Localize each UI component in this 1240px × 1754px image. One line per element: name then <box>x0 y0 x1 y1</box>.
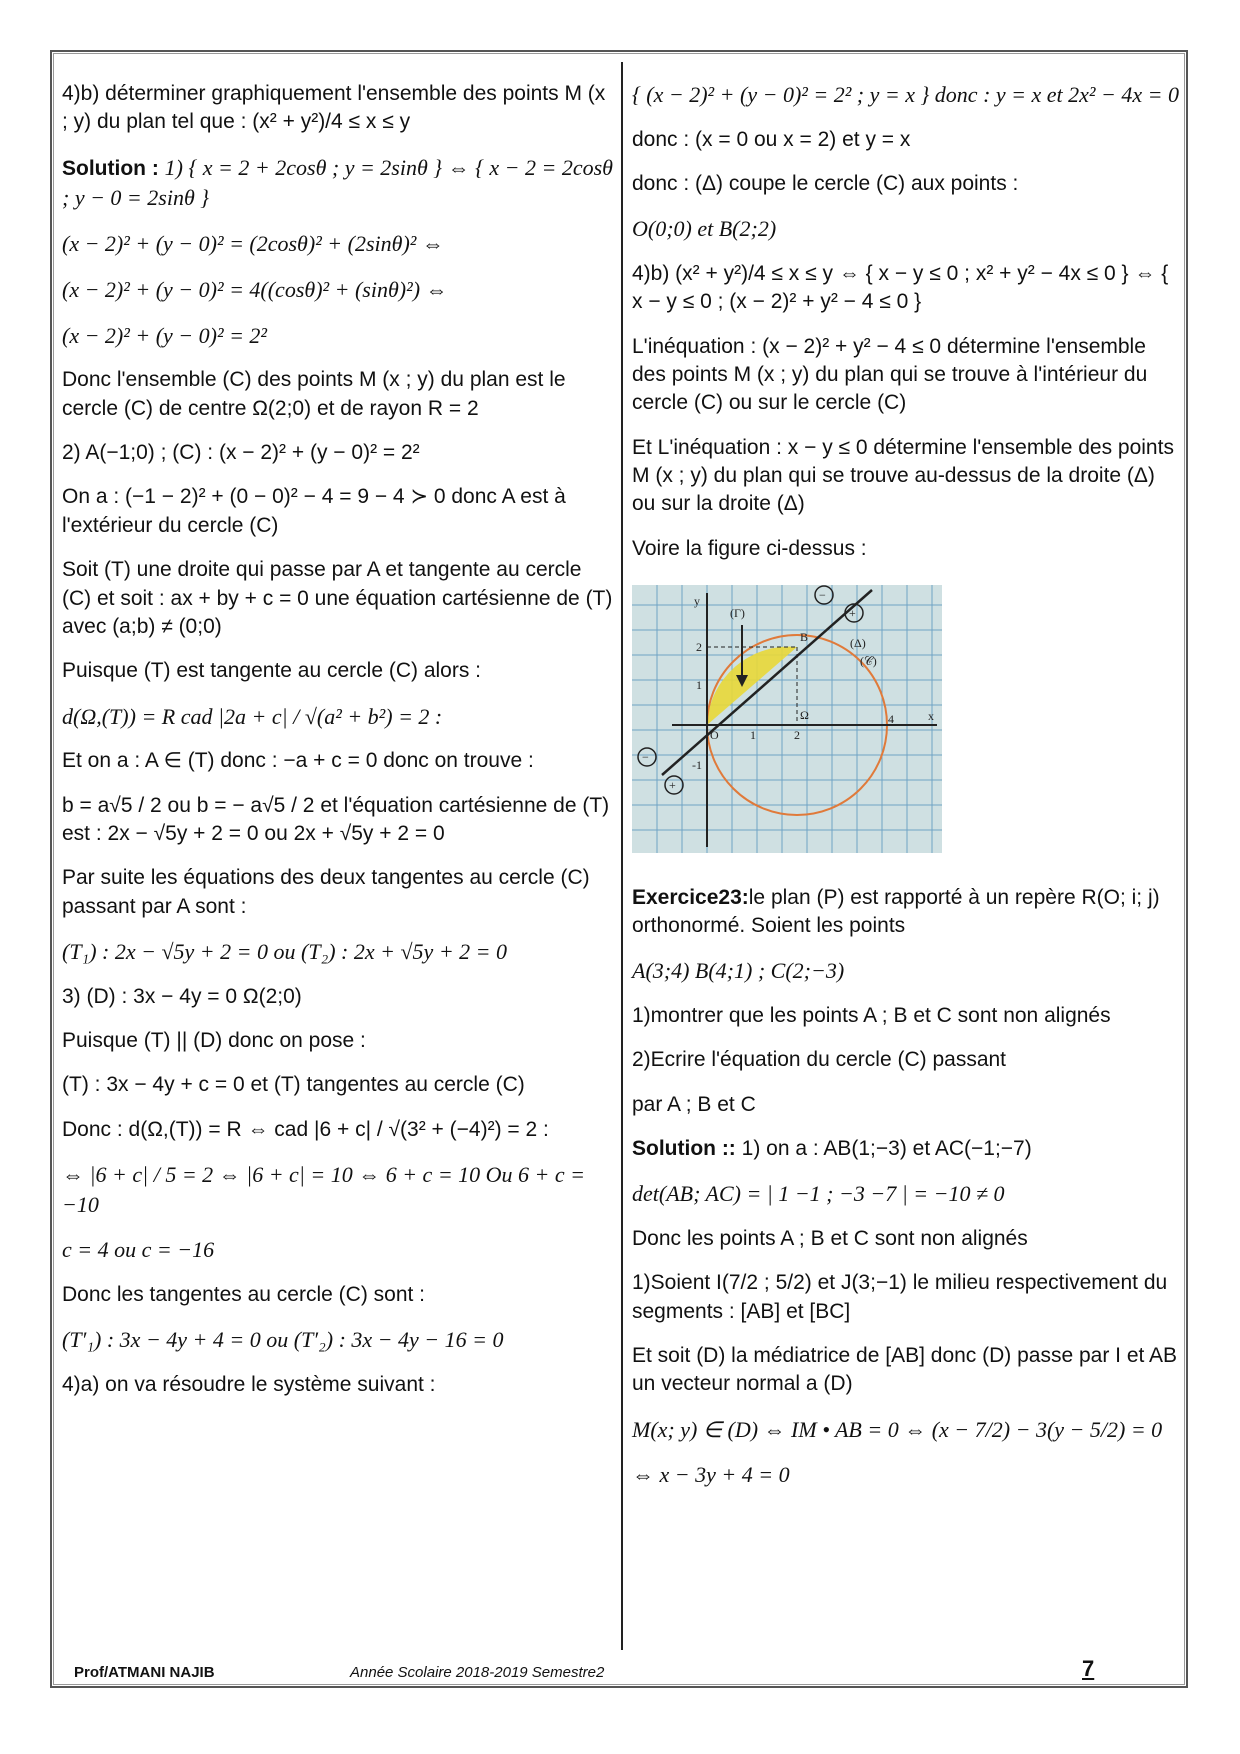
exercise-23-statement <box>632 884 1184 941</box>
solution-vectors <box>632 1135 1184 1163</box>
label-x: x <box>928 709 934 724</box>
sign-plus-left: + <box>669 778 676 793</box>
tangents-conclusion-intro: Donc les tangentes au cercle (C) sont : <box>62 1283 426 1307</box>
sign-minus-top: − <box>819 588 826 603</box>
question-4b: 4)b) déterminer graphiquement l'ensemble des points M (x ; y) du plan tel que : (x² + y²)/4 ≤ x ≤ y <box>62 82 606 134</box>
circle-conclusion: Donc l'ensemble (C) des points M (x ; y) du plan est le cercle (C) de centre Ω(2;0) et de rayon R = 2 <box>62 368 566 420</box>
tangents-conclusion: (T′₁) : 3x − 4y + 4 = 0 ou (T′₂) : 3x − 4y − 16 = 0 <box>62 1327 504 1353</box>
parallel-statement: Puisque (T) || (D) donc on pose : <box>62 1028 366 1052</box>
midpoints: 1)Soient I(7/2 ; 5/2) et J(3;−1) le milieu respectivement du segments : [AB] et [BC] <box>632 1271 1168 1323</box>
part-4a-intro: 4)a) on va résoudre le système suivant : <box>62 1373 436 1397</box>
sign-minus-left: − <box>642 750 649 765</box>
intersection-points: O(0;0) et B(2;2) <box>632 216 777 242</box>
mediatrice-equation: M(x; y) ∈ (D) ⇔ IM • AB = 0 ⇔ (x − 7/2) − 3(y − 5/2) = 0 <box>632 1416 1163 1442</box>
label-gamma: (Γ) <box>730 606 745 621</box>
distance-equation: d(Ω,(T)) = R cad |2a + c| / √(a² + b²) = 2 : <box>62 703 443 729</box>
figure-reference: Voire la figure ci-dessus : <box>632 536 867 560</box>
mediatrice-result: ⇔ x − 3y + 4 = 0 <box>632 1462 790 1488</box>
question-1: 1)montrer que les points A ; B et C sont non alignés <box>632 1003 1111 1027</box>
point-on-line: Et on a : A ∈ (T) donc : −a + c = 0 donc on trouve : <box>62 749 534 773</box>
parallel-tangent: (T) : 3x − 4y + c = 0 et (T) tangentes au cercle (C) <box>62 1073 525 1097</box>
tick-x-4: 4 <box>888 712 894 727</box>
tangent-equations: (T₁) : 2x − √5y + 2 = 0 ou (T₂) : 2x + √5y + 2 = 0 <box>62 938 508 964</box>
exercise-title: Exercice23: <box>632 885 749 909</box>
point-position: On a : (−1 − 2)² + (0 − 0)² − 4 = 9 − 4 ≻ 0 donc A est à l'extérieur du cercle (C) <box>62 485 566 537</box>
vectors-text: 1) on a : AB(1;−3) et AC(−1;−7) <box>735 1136 1032 1160</box>
tick-y-2: 2 <box>696 640 702 655</box>
question-2: 2)Ecrire l'équation du cercle (C) passant <box>632 1048 1007 1072</box>
solution-label-2: Solution :: <box>632 1136 736 1160</box>
determinant: det(AB; AC) = | 1 −1 ; −3 −7 | = −10 ≠ 0 <box>632 1181 1005 1207</box>
absolute-value-solve: ⇔ |6 + c| / 5 = 2 ⇔ |6 + c| = 10 ⇔ 6 + c = 10 Ou 6 + c = −10 <box>62 1162 586 1217</box>
tick-y-minus1: -1 <box>692 758 702 773</box>
left-column <box>62 80 614 1415</box>
tick-x-2: 2 <box>794 728 800 743</box>
tangent-setup: Soit (T) une droite qui passe par A et tangente au cercle (C) et soit : ax + by + c = 0 une équation cartésienne de (T) avec (a;b) ≠ (0;0) <box>62 558 613 638</box>
distance-equation-2: Donc : d(Ω,(T)) = R ⇔ cad |6 + c| / √(3² + (−4)²) = 2 : <box>62 1117 549 1141</box>
equation-line-2: (x − 2)² + (y − 0)² = 4((cosθ)² + (sinθ)²) ⇔ <box>62 277 448 303</box>
part-2-statement: 2) A(−1;0) ; (C) : (x − 2)² + (y − 0)² = 2² <box>62 441 420 465</box>
exercise-text: le plan (P) est rapporté à un repère R(O; i; j) orthonormé. Soient les points <box>632 885 1160 937</box>
footer-author: Prof/ATMANI NAJIB <box>74 1664 215 1681</box>
label-delta: (Δ) <box>850 636 866 651</box>
column-divider <box>621 62 623 1650</box>
system-resolution: { (x − 2)² + (y − 0)² = 2² ; y = x } donc : y = x et 2x² − 4x = 0 <box>632 82 1179 107</box>
parametric-system: 1) { x = 2 + 2cosθ ; y = 2sinθ } ⇔ { x − 2 = 2cosθ ; y − 0 = 2sinθ } <box>62 154 613 211</box>
label-b: B <box>800 630 809 645</box>
question-2-cont: par A ; B et C <box>632 1092 756 1116</box>
inequality-circle: L'inéquation : (x − 2)² + y² − 4 ≤ 0 détermine l'ensemble des points M (x ; y) du plan qui se trouve à l'intérieur du cercle (C) ou sur le cercle (C) <box>632 334 1148 415</box>
inequality-line: Et L'inéquation : x − y ≤ 0 détermine l'ensemble des points M (x ; y) du plan qui se trouve au-dessus de la droite (Δ) ou sur la droite (Δ) <box>632 435 1174 516</box>
tick-y-1: 1 <box>696 678 702 693</box>
page-number: 7 <box>1082 1656 1095 1681</box>
label-omega: Ω <box>800 708 809 723</box>
solution-1 <box>62 153 614 214</box>
part-3-statement: 3) (D) : 3x − 4y = 0 Ω(2;0) <box>62 984 302 1008</box>
c-values: c = 4 ou c = −16 <box>62 1237 215 1263</box>
non-aligned-conclusion: Donc les points A ; B et C sont non alignés <box>632 1226 1028 1250</box>
solution-label: Solution : <box>62 156 159 180</box>
equation-line-1: (x − 2)² + (y − 0)² = (2cosθ)² + (2sinθ)² ⇔ <box>62 231 444 257</box>
solutions-xy: donc : (x = 0 ou x = 2) et y = x <box>632 127 911 151</box>
intersection-statement: donc : (Δ) coupe le cercle (C) aux points : <box>632 172 1019 196</box>
tangent-condition: Puisque (T) est tangente au cercle (C) alors : <box>62 659 482 683</box>
b-solution: b = a√5 / 2 ou b = − a√5 / 2 et l'équation cartésienne de (T) est : 2x − √5y + 2 = 0 ou 2x + √5y + 2 = 0 <box>62 793 610 845</box>
mediatrice: Et soit (D) la médiatrice de [AB] donc (D) passe par I et AB un vecteur normal a (D) <box>632 1343 1178 1396</box>
sign-plus-top: + <box>849 606 856 621</box>
part-4b-equivalence: 4)b) (x² + y²)/4 ≤ x ≤ y ⇔ { x − y ≤ 0 ; x² + y² − 4x ≤ 0 } ⇔ { x − y ≤ 0 ; (x − 2)² + y² − 4 ≤ 0 } <box>632 262 1169 314</box>
label-circle: (𝒞) <box>860 654 877 669</box>
equation-line-3: (x − 2)² + (y − 0)² = 2² <box>62 322 268 348</box>
exercise-points: A(3;4) B(4;1) ; C(2;−3) <box>632 958 845 984</box>
tangents-intro: Par suite les équations des deux tangentes au cercle (C) passant par A sont : <box>62 866 590 918</box>
right-column <box>632 80 1184 1506</box>
region-figure <box>632 585 942 853</box>
label-y: y <box>694 594 700 609</box>
footer-year: Année Scolaire 2018-2019 Semestre2 <box>350 1664 605 1681</box>
tick-x-1: 1 <box>750 728 756 743</box>
label-o: O <box>710 728 719 743</box>
